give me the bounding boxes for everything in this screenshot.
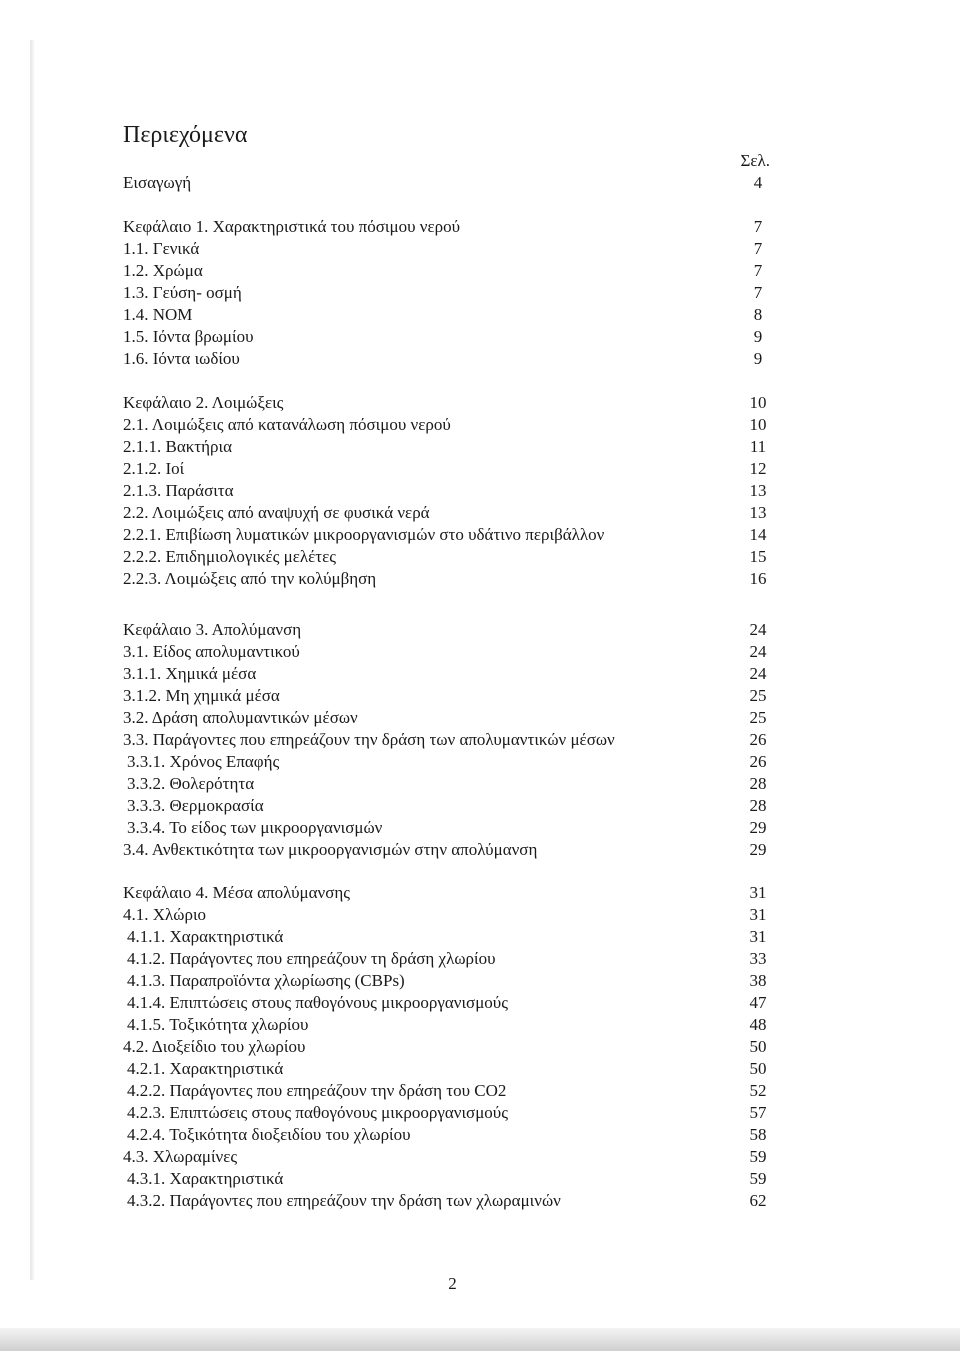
toc-entry-label: 2.1. Λοιμώξεις από κατανάλωση πόσιμου νερού — [123, 415, 451, 434]
toc-entry-label: 1.3. Γεύση- οσμή — [123, 283, 242, 302]
toc-entry-page: 24 — [749, 664, 767, 683]
scan-edge-bottom — [0, 1328, 960, 1351]
toc-entry-label: Κεφάλαιο 3. Απολύμανση — [123, 620, 302, 639]
toc-entry-page: 33 — [749, 949, 767, 968]
toc-entry-label: Εισαγωγή — [123, 173, 192, 192]
toc-entry-label: 1.4. ΝΟΜ — [123, 305, 193, 324]
toc-entry-label: 2.1.2. Ιοί — [123, 459, 185, 478]
toc-entry — [123, 773, 783, 795]
toc-entry — [123, 751, 783, 773]
toc-entry — [123, 260, 783, 282]
toc-entry — [123, 172, 783, 194]
toc-entry-label: Κεφάλαιο 1. Χαρακτηριστικά του πόσιμου νερού — [123, 217, 460, 236]
toc-entry — [123, 392, 783, 414]
toc-entry-page: 9 — [753, 327, 763, 346]
toc-entry-label: 4.2.4. Τοξικότητα διοξειδίου του χλωρίου — [127, 1125, 411, 1144]
toc-entry — [123, 1080, 783, 1102]
toc-entry-label: 4.1.3. Παραπροϊόντα χλωρίωσης (CBPs) — [127, 971, 405, 990]
toc-entry — [123, 948, 783, 970]
toc-entry — [123, 216, 783, 238]
toc-entry-label: 3.3.4. Το είδος των μικροοργανισμών — [127, 818, 383, 837]
toc-entry-page: 25 — [749, 686, 767, 705]
page-number: 2 — [448, 1274, 457, 1293]
toc-entry — [123, 304, 783, 326]
toc-entry-page: 13 — [749, 481, 767, 500]
page-column-header: Σελ. — [740, 151, 770, 170]
toc-entry-page: 10 — [749, 393, 767, 412]
toc-entry-page: 7 — [753, 239, 763, 258]
toc-entry — [123, 1102, 783, 1124]
toc-entry-label: 2.2.3. Λοιμώξεις από την κολύμβηση — [123, 569, 377, 588]
scan-edge-left — [30, 40, 34, 1280]
toc-entry-label: 4.1.2. Παράγοντες που επηρεάζουν τη δράση χλωρίου — [127, 949, 496, 968]
toc-entry — [123, 414, 783, 436]
toc-entry-label: 3.2. Δράση απολυμαντικών μέσων — [123, 708, 358, 727]
toc-entry-page: 24 — [749, 620, 767, 639]
toc-entry-page: 28 — [749, 796, 767, 815]
toc-entry-page: 57 — [749, 1103, 767, 1122]
toc-entry-page: 25 — [749, 708, 767, 727]
toc-entry-page: 7 — [753, 283, 763, 302]
toc-entry-page: 31 — [749, 883, 767, 902]
toc-entry-page: 62 — [749, 1191, 767, 1210]
toc-entry-page: 47 — [749, 993, 767, 1012]
toc-entry — [123, 524, 783, 546]
toc-entry-page: 14 — [749, 525, 767, 544]
toc-entry — [123, 1036, 783, 1058]
toc-entry-page: 24 — [749, 642, 767, 661]
toc-entry-label: 4.1.1. Χαρακτηριστικά — [127, 927, 284, 946]
toc-entry-page: 16 — [749, 569, 767, 588]
toc-entry — [123, 619, 783, 641]
toc-entry — [123, 1190, 783, 1212]
toc-entry-label: 1.2. Χρώμα — [123, 261, 203, 280]
toc-entry-page: 58 — [749, 1125, 767, 1144]
page-title: Περιεχόμενα — [123, 122, 248, 148]
toc-entry — [123, 238, 783, 260]
toc-entry — [123, 707, 783, 729]
toc-entry-page: 11 — [749, 437, 767, 456]
toc-entry — [123, 1146, 783, 1168]
toc-entry-page: 15 — [749, 547, 767, 566]
toc-entry-page: 26 — [749, 730, 767, 749]
toc-entry-page: 12 — [749, 459, 767, 478]
toc-entry-page: 50 — [749, 1037, 767, 1056]
toc-entry — [123, 480, 783, 502]
toc-entry-page: 48 — [749, 1015, 767, 1034]
toc-entry-label: 4.1.5. Τοξικότητα χλωρίου — [127, 1015, 309, 1034]
toc-entry — [123, 992, 783, 1014]
toc-entry-label: 3.3. Παράγοντες που επηρεάζουν την δράση των απολυμαντικών μέσων — [123, 730, 615, 749]
toc-entry-page: 31 — [749, 927, 767, 946]
toc-entry-label: 4.2.2. Παράγοντες που επηρεάζουν την δράση του CO2 — [127, 1081, 507, 1100]
toc-entry-page: 28 — [749, 774, 767, 793]
toc-entry — [123, 926, 783, 948]
toc-entry-label: 3.3.2. Θολερότητα — [127, 774, 255, 793]
toc-entry-label: 4.3.2. Παράγοντες που επηρεάζουν την δράση των χλωραμινών — [127, 1191, 561, 1210]
toc-entry-label: 4.1. Χλώριο — [123, 905, 207, 924]
toc-entry — [123, 568, 783, 590]
toc-entry-page: 13 — [749, 503, 767, 522]
toc-entry — [123, 348, 783, 370]
toc-entry-label: 1.1. Γενικά — [123, 239, 200, 258]
toc-entry — [123, 970, 783, 992]
toc-entry-page: 9 — [753, 349, 763, 368]
toc-entry-label: Κεφάλαιο 4. Μέσα απολύμανσης — [123, 883, 351, 902]
toc-entry — [123, 817, 783, 839]
toc-entry — [123, 641, 783, 663]
toc-entry-label: 4.3. Χλωραμίνες — [123, 1147, 238, 1166]
toc-entry-page: 59 — [749, 1169, 767, 1188]
toc-entry — [123, 904, 783, 926]
toc-entry-label: 3.1.1. Χημικά μέσα — [123, 664, 257, 683]
toc-entry — [123, 282, 783, 304]
toc-entry — [123, 546, 783, 568]
toc-entry-label: 1.6. Ιόντα ιωδίου — [123, 349, 240, 368]
toc-entry — [123, 663, 783, 685]
toc-entry — [123, 502, 783, 524]
toc-entry-label: 2.2.2. Επιδημιολογικές μελέτες — [123, 547, 336, 566]
toc-entry-label: 3.4. Ανθεκτικότητα των μικροοργανισμών στην απολύμανση — [123, 840, 538, 859]
toc-entry-label: 4.1.4. Επιπτώσεις στους παθογόνους μικροοργανισμούς — [127, 993, 508, 1012]
toc-entry-label: 3.1. Είδος απολυμαντικού — [123, 642, 300, 661]
toc-entry-page: 29 — [749, 840, 767, 859]
toc-entry-label: 4.2. Διοξείδιο του χλωρίου — [123, 1037, 306, 1056]
toc-entry — [123, 882, 783, 904]
toc-entry-label: 2.1.3. Παράσιτα — [123, 481, 234, 500]
toc-entry-label: 2.2.1. Επιβίωση λυματικών μικροοργανισμών στο υδάτινο περιβάλλον — [123, 525, 605, 544]
toc-entry-page: 4 — [753, 173, 763, 192]
toc-entry-page: 10 — [749, 415, 767, 434]
toc-entry — [123, 795, 783, 817]
toc-entry-label: 2.1.1. Βακτήρια — [123, 437, 232, 456]
toc-entry — [123, 458, 783, 480]
toc-entry — [123, 436, 783, 458]
toc-entry — [123, 1168, 783, 1190]
toc-entry — [123, 1014, 783, 1036]
toc-entry-page: 7 — [753, 261, 763, 280]
toc-entry-label: 4.2.1. Χαρακτηριστικά — [127, 1059, 284, 1078]
toc-entry — [123, 839, 783, 861]
toc-entry-label: 2.2. Λοιμώξεις από αναψυχή σε φυσικά νερά — [123, 503, 430, 522]
toc-entry — [123, 685, 783, 707]
toc-entry — [123, 1058, 783, 1080]
toc-entry-page: 38 — [749, 971, 767, 990]
toc-entry-label: 4.3.1. Χαρακτηριστικά — [127, 1169, 284, 1188]
toc-entry-page: 29 — [749, 818, 767, 837]
toc-entry-label: 3.3.3. Θερμοκρασία — [127, 796, 264, 815]
toc-entry — [123, 729, 783, 751]
toc-entry — [123, 1124, 783, 1146]
toc-entry-label: Κεφάλαιο 2. Λοιμώξεις — [123, 393, 284, 412]
toc-entry-label: 1.5. Ιόντα βρωμίου — [123, 327, 254, 346]
toc-entry-page: 7 — [753, 217, 763, 236]
toc-entry-page: 50 — [749, 1059, 767, 1078]
toc-entry-label: 3.3.1. Χρόνος Επαφής — [127, 752, 280, 771]
toc-entry-label: 4.2.3. Επιπτώσεις στους παθογόνους μικροοργανισμούς — [127, 1103, 508, 1122]
toc-entry — [123, 326, 783, 348]
toc-entry-page: 26 — [749, 752, 767, 771]
toc-entry-page: 52 — [749, 1081, 767, 1100]
toc-entry-page: 8 — [753, 305, 763, 324]
toc-entry-page: 31 — [749, 905, 767, 924]
toc-entry-label: 3.1.2. Μη χημικά μέσα — [123, 686, 280, 705]
toc-entry-page: 59 — [749, 1147, 767, 1166]
